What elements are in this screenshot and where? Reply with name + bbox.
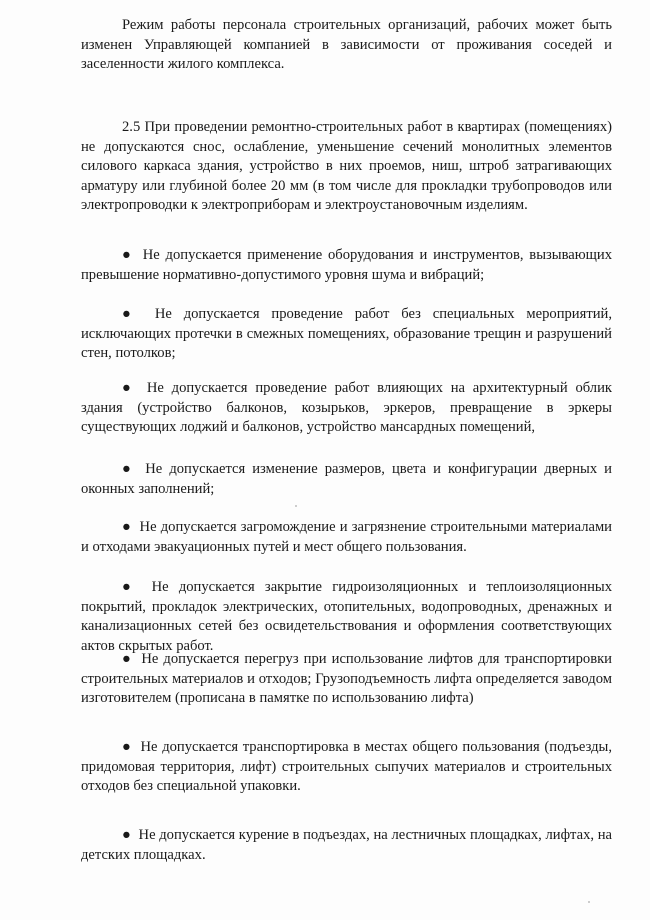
paragraph-text: Режим работы персонала строительных организаций, рабочих может быть изменен Управляющей компанией в зависимости от проживания соседей и заселенности жилого комплекса. xyxy=(81,17,612,73)
bullet-icon: ● xyxy=(122,651,133,667)
bullet-bulk-materials xyxy=(81,738,612,797)
bullet-text: Не допускается проведение работ без специальных мероприятий, исключающих протечки в смежных помещениях, образование трещин и разрушений стен, потолков; xyxy=(81,306,612,362)
bullet-text: Не допускается проведение работ влияющих на архитектурный облик здания (устройство балконов, козырьков, эркеров, превращение в эркеры существующих лоджий и балконов, устройство мансардных помещений, xyxy=(81,380,612,436)
paragraph-work-schedule xyxy=(81,16,612,75)
bullet-text: Не допускается применение оборудования и инструментов, вызывающих превышение нормативно-допустимого уровня шума и вибраций; xyxy=(81,247,612,283)
bullet-icon: ● xyxy=(122,519,132,535)
bullet-facade xyxy=(81,379,612,438)
bullet-hidden-works xyxy=(81,578,612,656)
bullet-evacuation xyxy=(81,518,612,557)
bullet-icon: ● xyxy=(122,579,138,595)
bullet-leaks xyxy=(81,305,612,364)
bullet-icon: ● xyxy=(122,461,135,477)
bullet-elevator-overload xyxy=(81,650,612,709)
bullet-icon: ● xyxy=(122,247,133,263)
scan-speck xyxy=(295,505,297,507)
bullet-noise xyxy=(81,246,612,285)
scan-speck xyxy=(588,901,590,903)
bullet-text: Не допускается изменение размеров, цвета и конфигурации дверных и оконных заполнений; xyxy=(81,461,612,497)
bullet-icon: ● xyxy=(122,827,131,843)
bullet-text: Не допускается перегруз при использование лифтов для транспортировки строительных материалов и отходов; Грузоподъемность лифта определяется заводом изготовителем (прописана в памятке по использованию лифта) xyxy=(81,651,612,707)
bullet-text: Не допускается транспортировка в местах общего пользования (подъезды, придомовая территория, лифт) строительных сыпучих материалов и строительных отходов без специальной упаковки. xyxy=(81,739,612,795)
bullet-windows xyxy=(81,460,612,499)
paragraph-2-5 xyxy=(81,118,612,216)
bullet-icon: ● xyxy=(122,380,135,396)
paragraph-text: 2.5 При проведении ремонтно-строительных работ в квартирах (помещениях) не допускаются снос, ослабление, уменьшение сечений монолитных элементов силового каркаса здания, устройство в них проемов, ниш, штроб затрагивающих арматуру или глубиной более 20 мм (в том числе для прокладки трубопроводов или электропроводки к электроприборам и электроустановочным изделиям. xyxy=(81,119,612,214)
bullet-icon: ● xyxy=(122,306,139,322)
bullet-smoking xyxy=(81,826,612,865)
bullet-icon: ● xyxy=(122,739,132,755)
bullet-text: Не допускается курение в подъездах, на лестничных площадках, лифтах, на детских площадках. xyxy=(81,827,612,863)
bullet-text: Не допускается закрытие гидроизоляционных и теплоизоляционных покрытий, прокладок электрических, отопительных, водопроводных, дренажных и канализационных сетей без освидетельствования и оформления соответствующих актов скрытых работ. xyxy=(81,579,612,654)
bullet-text: Не допускается загромождение и загрязнение строительными материалами и отходами эвакуационных путей и мест общего пользования. xyxy=(81,519,612,555)
